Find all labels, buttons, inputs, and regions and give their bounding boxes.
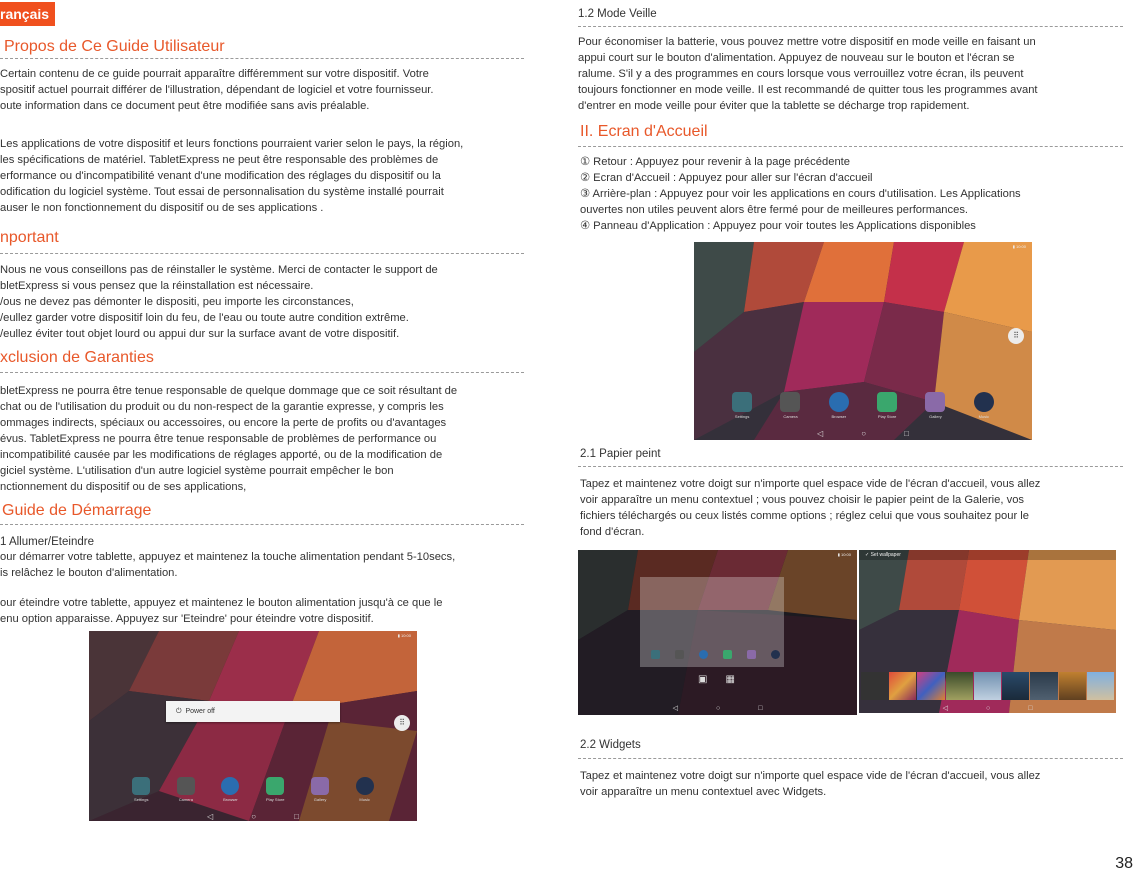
wallpaper-thumb[interactable] bbox=[1030, 672, 1057, 700]
preview-dock bbox=[644, 650, 787, 659]
apropos-paragraph-1: Certain contenu de ce guide pourrait apparaître différemment sur votre dispositif. Votre spositif actuel pourrait différer de l'illustration, dépendant de logiciel et votre fournisseur. oute information dans ce document peut être modifiée sans avis préalable. bbox=[0, 68, 434, 112]
home-icon[interactable]: ○ bbox=[715, 705, 721, 712]
divider bbox=[578, 146, 1123, 147]
divider bbox=[0, 372, 524, 373]
status-bar: ▮ 10:00 bbox=[1012, 244, 1026, 249]
wallpaper-thumb[interactable] bbox=[861, 672, 888, 700]
divider bbox=[578, 758, 1123, 759]
wallpaper-thumb[interactable] bbox=[1087, 672, 1114, 700]
app-music[interactable]: Music bbox=[974, 392, 994, 419]
divider bbox=[578, 466, 1123, 467]
divider bbox=[0, 524, 524, 525]
divider bbox=[0, 253, 524, 254]
papier-paragraph: Tapez et maintenez votre doigt sur n'importe quel espace vide de l'écran d'accueil, vous allez voir apparaître un menu contextuel ; vous pouvez choisir le papier peint de la Galerie, vos fichiers téléchargés ou ceux listés comme options ; réglez celui que vous souhaitez pour le fond d'écran. bbox=[580, 478, 1041, 538]
play-store-icon bbox=[877, 392, 897, 412]
section-title-guide: Guide de Démarrage bbox=[2, 502, 152, 519]
status-bar: ▮ 10:00 bbox=[837, 552, 851, 557]
app-gallery[interactable]: Gallery bbox=[925, 392, 945, 419]
browser-icon bbox=[829, 392, 849, 412]
home-screen-screenshot bbox=[694, 242, 1032, 440]
wallpaper-thumb[interactable] bbox=[889, 672, 916, 700]
settings-icon bbox=[651, 650, 660, 659]
app-dock bbox=[694, 392, 1032, 419]
status-bar: ▮ 10:00 bbox=[397, 633, 411, 638]
wallpaper-thumb[interactable] bbox=[946, 672, 973, 700]
home-icon[interactable]: ○ bbox=[861, 429, 867, 438]
camera-icon bbox=[177, 777, 195, 795]
section-title-accueil: II. Ecran d'Accueil bbox=[580, 123, 708, 140]
app-gallery[interactable]: Gallery bbox=[311, 777, 329, 802]
wallpaper-picker-header: ✓ Set wallpaper bbox=[859, 550, 1116, 560]
app-settings[interactable]: Settings bbox=[732, 392, 752, 419]
subsection-title-allumer: 1 Allumer/Eteindre bbox=[0, 536, 94, 548]
home-icon[interactable]: ○ bbox=[985, 705, 991, 712]
power-off-screenshot bbox=[89, 631, 417, 821]
recents-icon[interactable]: □ bbox=[758, 705, 763, 712]
android-nav-bar bbox=[89, 809, 417, 821]
app-play-store[interactable]: Play Store bbox=[877, 392, 897, 419]
section-title-papier: 2.1 Papier peint bbox=[580, 448, 661, 460]
language-tab: rançais bbox=[0, 2, 55, 26]
music-icon bbox=[771, 650, 780, 659]
gallery-icon bbox=[925, 392, 945, 412]
context-menu bbox=[698, 672, 735, 688]
divider bbox=[0, 58, 524, 59]
section-title-exclusion: xclusion de Garanties bbox=[0, 349, 154, 366]
app-drawer-icon[interactable]: ⠿ bbox=[1008, 328, 1024, 344]
home-icon[interactable]: ○ bbox=[251, 812, 257, 821]
section-title-veille: 1.2 Mode Veille bbox=[578, 8, 657, 20]
guide-paragraph-2: our éteindre votre tablette, appuyez et maintenez le bouton alimentation jusqu'à ce que le enu option apparaisse. Appuyez sur 'Eteindre' pour éteindre votre dispositif. bbox=[0, 597, 443, 625]
music-icon bbox=[356, 777, 374, 795]
recents-icon[interactable]: □ bbox=[904, 429, 909, 438]
browser-icon bbox=[699, 650, 708, 659]
wallpaper-picker-screenshot bbox=[859, 550, 1116, 713]
wallpaper-thumb[interactable] bbox=[974, 672, 1001, 700]
settings-icon bbox=[732, 392, 752, 412]
music-icon bbox=[974, 392, 994, 412]
divider bbox=[578, 26, 1123, 27]
app-camera[interactable]: Camera bbox=[780, 392, 800, 419]
accueil-list: ① Retour : Appuyez pour revenir à la page précédente ② Ecran d'Accueil : Appuyez pour aller sur l'écran d'accueil ③ Arrière-plan : Appuyez pour voir les applications en cours d'utilisation. Les Applications ouvertes non utiles peuvent alors être fermé pour de meilleures performances. ④ Panneau d'Application : Appuyez pour voir toutes les Applications disponibles bbox=[580, 156, 1021, 232]
gallery-icon bbox=[747, 650, 756, 659]
wallpaper-menu-screenshot bbox=[578, 550, 857, 715]
app-camera[interactable]: Camera bbox=[177, 777, 195, 802]
wallpaper-thumb[interactable] bbox=[1059, 672, 1086, 700]
app-music[interactable]: Music bbox=[356, 777, 374, 802]
android-nav-bar bbox=[859, 701, 1116, 713]
play-store-icon bbox=[266, 777, 284, 795]
camera-icon bbox=[675, 650, 684, 659]
wallpaper-thumb[interactable] bbox=[1002, 672, 1029, 700]
important-paragraph: Nous ne vous conseillons pas de réinstaller le système. Merci de contacter le support de bletExpress si vous pensez que la réinstallation est nécessaire. /ous ne devez pas démonter le dispositi, peu importe les circonstances, /eullez garder votre dispositif loin du feu, de l'eau ou toute autre condition extrême. /eullez éviter tout objet lourd ou appui dur sur la surface avant de votre dispositif. bbox=[0, 264, 438, 340]
app-browser[interactable]: Browser bbox=[221, 777, 239, 802]
app-browser[interactable]: Browser bbox=[829, 392, 849, 419]
guide-paragraph-1: our démarrer votre tablette, appuyez et maintenez la touche alimentation pendant 5-10secs, is relâchez le bouton d'alimentation. bbox=[0, 551, 456, 579]
app-drawer-icon[interactable]: ⠿ bbox=[394, 715, 410, 731]
gallery-icon bbox=[311, 777, 329, 795]
back-icon[interactable]: ◁ bbox=[672, 705, 678, 712]
camera-icon bbox=[780, 392, 800, 412]
wallpapers-option-icon[interactable]: ▣ bbox=[698, 674, 708, 685]
browser-icon bbox=[221, 777, 239, 795]
wallpaper-thumbnails bbox=[861, 672, 1114, 700]
section-title-important: nportant bbox=[0, 229, 59, 246]
apropos-paragraph-2: Les applications de votre dispositif et leurs fonctions pourraient varier selon le pays, la région, les spécifications de matériel. TabletExpress ne peut être responsable des problèmes de erformance ou d'incompatibilité venant d'une modification des réglages du dispositif ou la odification du logiciel système. Tout essai de personnalisation du système installé pourrait auser le non fonctionnement du dispositif ou de ses applications . bbox=[0, 138, 464, 214]
play-store-icon bbox=[723, 650, 732, 659]
app-settings[interactable]: Settings bbox=[132, 777, 150, 802]
section-title-apropos: Propos de Ce Guide Utilisateur bbox=[4, 38, 225, 55]
back-icon[interactable]: ◁ bbox=[207, 812, 214, 821]
android-nav-bar bbox=[578, 701, 857, 715]
app-play-store[interactable]: Play Store bbox=[266, 777, 284, 802]
back-icon[interactable]: ◁ bbox=[942, 705, 948, 712]
veille-paragraph: Pour économiser la batterie, vous pouvez mettre votre dispositif en mode veille en faisant un appui court sur le bouton d'alimentation. Appuyez de nouveau sur le bouton et l'écran se ralume. S'il y a des programmes en cours lorsque vous verrouillez votre écran, ils peuvent toujours fonctionner en mode veille. Il est recommandé de quitter tous les programmes avant d'entrer en mode veille pour éviter que la tablette se décharge trop rapidement. bbox=[578, 36, 1038, 112]
app-dock bbox=[89, 777, 417, 802]
back-icon[interactable]: ◁ bbox=[817, 429, 824, 438]
recents-icon[interactable]: □ bbox=[1028, 705, 1033, 712]
wallpaper-thumb[interactable] bbox=[917, 672, 944, 700]
widgets-paragraph: Tapez et maintenez votre doigt sur n'importe quel espace vide de l'écran d'accueil, vous allez voir apparaître un menu contextuel avec Widgets. bbox=[580, 770, 1041, 798]
exclusion-paragraph: bletExpress ne pourra être tenue responsable de quelque dommage que ce soit résultant de chat ou de l'utilisation du produit ou du non-respect de la garantie expresse, y compris les ommages indirects, spéciaux ou accessoires, ou encore la perte de profits ou d'avantages évus. TabletExpress ne pourra être tenue responsable de problèmes de performance ou incompatibilité causée par les modifications de réglages apporté, ou de la modification de giciel système. L'utilisation d'un autre logiciel système pourrait empêcher le bon nctionnement du dispositif ou de ses applications, bbox=[0, 385, 458, 493]
android-nav-bar bbox=[694, 426, 1032, 440]
recents-icon[interactable]: □ bbox=[294, 812, 299, 821]
settings-icon bbox=[132, 777, 150, 795]
page-number: 38 bbox=[1115, 855, 1133, 872]
section-title-widgets: 2.2 Widgets bbox=[580, 739, 641, 751]
power-off-option[interactable]: ⏻ Power off bbox=[166, 701, 340, 722]
widgets-option-icon[interactable]: ▦ bbox=[725, 674, 735, 685]
